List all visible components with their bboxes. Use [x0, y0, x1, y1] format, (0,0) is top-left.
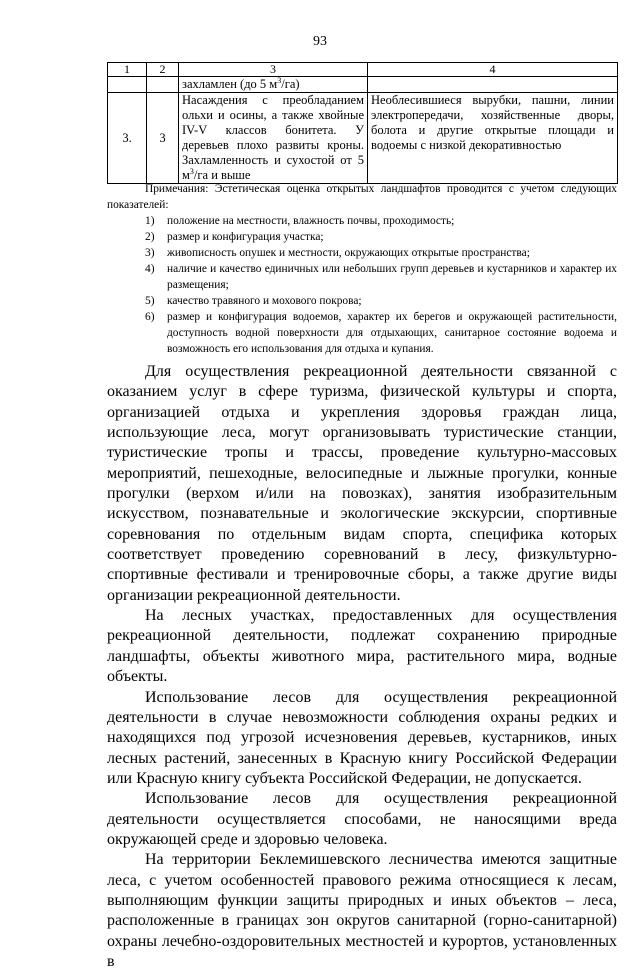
table-row: [108, 77, 618, 93]
notes-lead: Примечания: Эстетическая оценка открытых ландшафтов проводится с учетом следующих показателей:: [107, 183, 617, 211]
notes-section: [107, 181, 617, 357]
table-header-cell: 4: [368, 63, 618, 77]
table-cell: [368, 77, 618, 93]
table-cell: 3: [147, 93, 179, 184]
item-text: качество травяного и мохового покрова;: [167, 295, 362, 307]
item-number: 2): [145, 231, 155, 243]
paragraph: На лесных участках, предоставленных для осуществления рекреационной деятельности, подлежат сохранению природные ландшафты, объекты животного мира, растительного мира, водные объекты.: [107, 607, 617, 686]
table-header-row: [108, 63, 618, 77]
superscript: 3: [189, 166, 194, 176]
table-cell: [108, 77, 147, 93]
paragraph: Для осуществления рекреационной деятельности связанной с оказанием услуг в сфере туризма, физической культуры и спорта, организацией отдыха и укрепления здоровья граждан лица, использующие леса, могут организовывать туристические станции, туристические тропы и трассы, проведение культурно-массовых мероприятий, пешеходные, велосипедные и лыжные прогулки, конные прогулки (верхом и/или на повозках), занятия изобразительным искусством, познавательные и экологические экскурсии, спортивные соревнования по отдельным видам спорта, специфика которых соответствует проведению соревнований в лесу, физкультурно-спортивные фестивали и тренировочные сборы, а также другие виды организации рекреационной деятельности.: [107, 363, 617, 604]
cell-text: захламлен (до 5 м: [182, 77, 278, 91]
superscript: 3: [277, 75, 282, 85]
list-item: [107, 213, 617, 229]
list-item: [107, 293, 617, 309]
table-cell: [179, 93, 368, 184]
table-cell: 3.: [108, 93, 147, 184]
paragraph: Использование лесов для осуществления рекреационной деятельности осуществляется способами, не наносящими вреда окружающей среде и здоровью человека.: [107, 790, 617, 848]
table-cell: [179, 77, 368, 93]
table-row: [108, 93, 618, 184]
item-text: размер и конфигурация водоемов, характер их берегов и окружающей растительности, доступность водной поверхности для отдыхающих, санитарное состояние водоема и возможность его использования для отдыха и купания.: [167, 311, 617, 355]
item-text: наличие и качество единичных или небольших групп деревьев и кустарников и характер их размещения;: [167, 263, 617, 291]
item-text: живописность опушек и местности, окружающих открытые пространства;: [167, 247, 530, 259]
list-item: [107, 261, 617, 293]
table-cell: Необлесившиеся вырубки, пашни, линии электропередачи, хозяйственные дворы, болота и другие открытые площади и водоемы с низкой декоративностью: [368, 93, 618, 184]
cell-text: /га и выше: [193, 168, 251, 182]
page-number: 93: [313, 34, 327, 49]
table-header-cell: 2: [147, 63, 179, 77]
landscape-assessment-table: [107, 62, 618, 184]
item-text: размер и конфигурация участка;: [167, 231, 324, 243]
body-text: [107, 362, 617, 972]
table-header-cell: 1: [108, 63, 147, 77]
table-cell: [147, 77, 179, 93]
item-number: 1): [145, 215, 155, 227]
item-number: 6): [145, 311, 155, 323]
item-number: 4): [145, 263, 155, 275]
paragraph: Использование лесов для осуществления рекреационной деятельности в случае невозможности соблюдения охраны редких и находящихся под угрозой исчезновения деревьев, кустарников, иных лесных растений, занесенных в Красную книгу Российской Федерации или Красную книгу субъекта Российской Федерации, не допускается.: [107, 688, 617, 787]
list-item: [107, 245, 617, 261]
item-number: 5): [145, 295, 155, 307]
paragraph: На территории Беклемишевского лесничества имеются защитные леса, с учетом особенностей правового режима относящиеся к лесам, выполняющим функции защиты природных и иных объектов – леса, расположенные в границах зон округов санитарной (горно-санитарной) охраны лечебно-оздоровительных местностей и курортов, установленных в: [107, 851, 617, 970]
list-item: [107, 229, 617, 245]
list-item: [107, 309, 617, 357]
cell-text: /га): [281, 77, 300, 91]
item-text: положение на местности, влажность почвы, проходимость;: [167, 215, 455, 227]
notes-list: [107, 213, 617, 357]
table-header-cell: 3: [179, 63, 368, 77]
cell-text: Насаждения с преобладанием ольхи и осины, а также хвойные IV-V классов бонитета. У деревьев плохо развиты кроны. Захламленность и сухостой от 5 м: [182, 93, 364, 182]
item-number: 3): [145, 247, 155, 259]
